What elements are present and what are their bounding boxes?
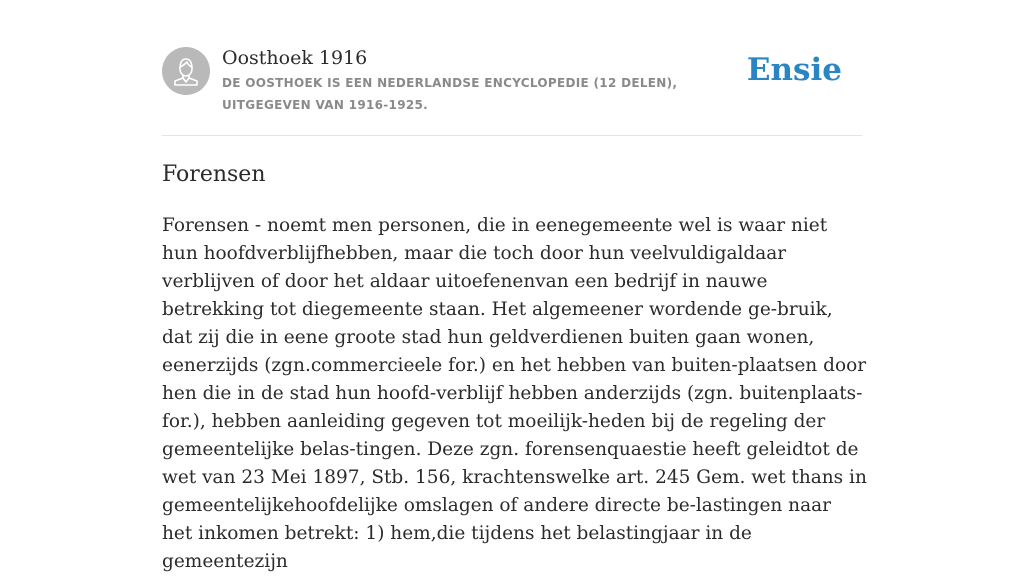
article-title: Forensen <box>162 162 266 187</box>
header-divider <box>162 135 862 136</box>
source-title[interactable]: Oosthoek 1916 <box>222 47 368 69</box>
user-icon <box>162 47 210 95</box>
source-description: DE OOSTHOEK IS EEN NEDERLANDSE ENCYCLOPEDIE (12 DELEN), UITGEGEVEN VAN 1916-1925. <box>222 76 678 112</box>
ensie-logo-link[interactable]: Ensie <box>746 52 842 88</box>
source-header <box>162 46 862 136</box>
article-body: Forensen - noemt men personen, die in eenegemeente wel is waar niet hun hoofdverblijfhebben, maar die toch door hun veelvuldigaldaar verblijven of door het aldaar uitoefenenvan een bedrijf in nauwe betrekking tot diegemeente staan. Het algemeener wordende ge-bruik, dat zij die in eene groote stad hun geldverdienen buiten gaan wonen, eenerzijds (zgn.commercieele for.) en het hebben van buiten-plaatsen door hen die in de stad hun hoofd-verblijf hebben anderzijds (zgn. buitenplaats-for.), hebben aanleiding gegeven tot moeilijk-heden bij de regeling der gemeentelijke belas-tingen. Deze zgn. forensenquaestie heeft geleidtot de wet van 23 Mei 1897, Stb. 156, krachtenswelke art. 245 Gem. wet thans in gemeentelijkehoofdelijke omslagen of andere directe be-lastingen naar het inkomen betrekt: 1) hem,die tijdens het belastingjaar in de gemeentezijn <box>162 215 867 572</box>
